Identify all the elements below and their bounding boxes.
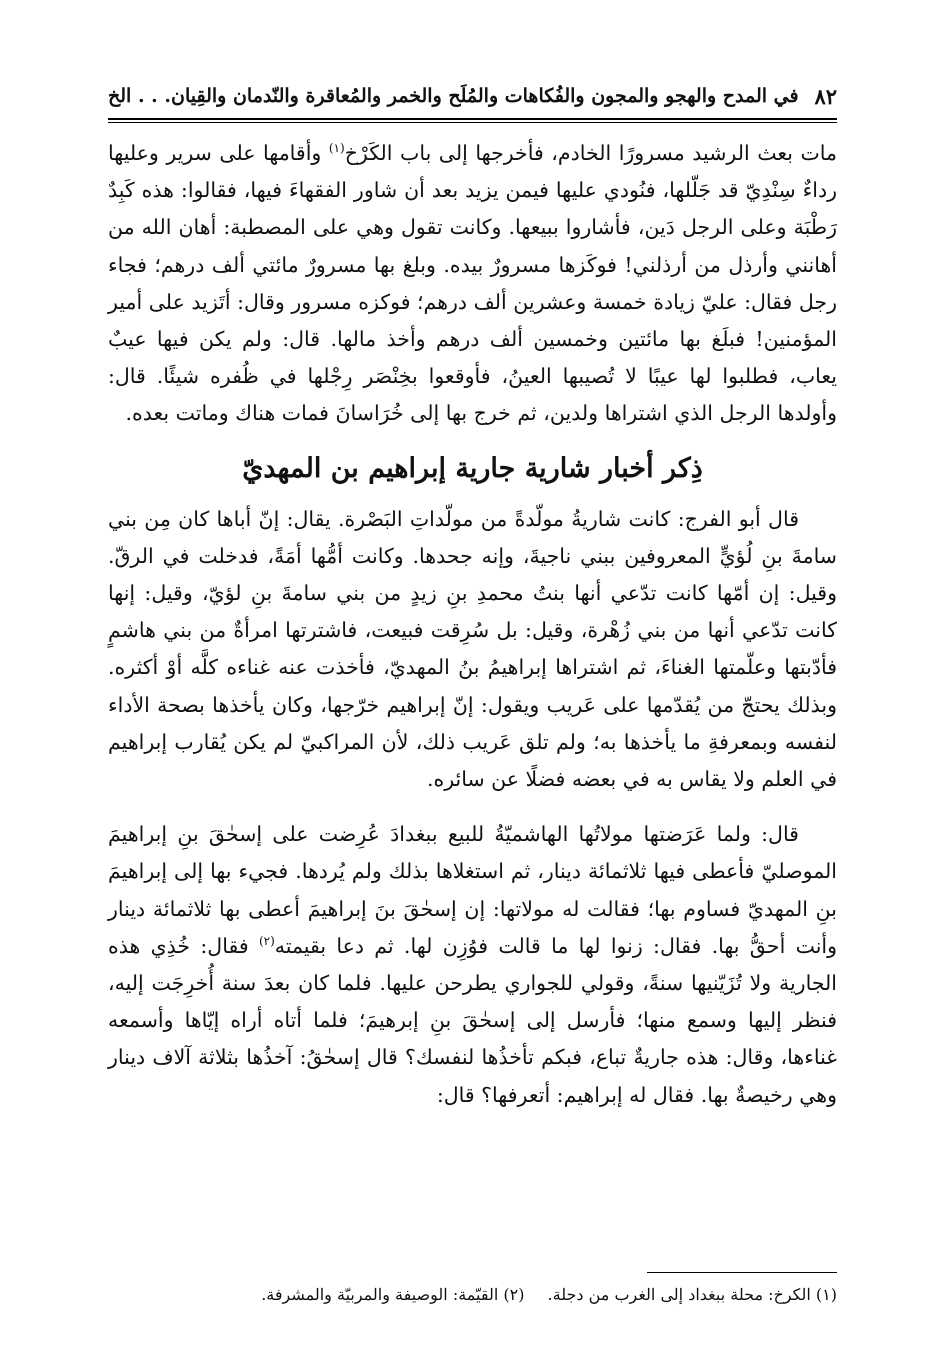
header-rule-thin	[108, 122, 837, 123]
main-text	[108, 135, 837, 1114]
paragraph-3-part-2: فقال: خُذِي هذه الجارية ولا تُزَيّنيها سنةً، وقولي للجواري يطرحن عليها. فلما كان بعدَ سنة أُخرِجَت إليه، فنظر إليها وسمع منها؛ فأرسل إلى إسحٰقَ بنِ إبرهيمَ؛ فلما أتاه أراه إيّاها وأسمعه غناءها، وقال: هذه جاريةٌ تباع، فبكم تأخذُها لنفسك؟ قال إسحٰقُ: آخذُها بثلاثة آلاف دينار وهي رخيصةٌ بها. فقال له إبراهيم: أتعرفها؟ قال:	[108, 933, 837, 1107]
running-header	[108, 78, 837, 114]
running-title: في المدح والهجو والمجون والفُكاهات والمُلَح والخمر والمُعاقرة والنّدمان والقِيان. . . الخ	[108, 85, 799, 107]
footnote-1: (١) الكرخ: محلة ببغداد إلى الغرب من دجلة.	[547, 1285, 837, 1304]
footnote-ref-1: (١)	[328, 141, 345, 156]
paragraph-2: قال أبو الفرج: كانت شاريةُ مولّدةً من مولّداتِ البَصْرة. يقال: إنّ أباها كان مِن بني سامةَ بنِ لُؤيٍّ المعروفين ببني ناجيةَ، وإنه جحدها. وكانت أمُّها أمَةً، فدخلت في الرقّ. وقيل: إن أمّها كانت تدّعي أنها بنتُ محمدِ بنِ زيدٍ من بني سامةَ بنِ لؤيّ، وقيل: إنها كانت تدّعي أنها من بني زُهْرة، وقيل: بل سُرِقت فبيعت، فاشترتها امرأةٌ من بني هاشمٍ فأدّبتها وعلّمتها الغناءَ، ثم اشتراها إبراهيمُ بنُ المهديّ، فأخذت عنه غناءه كلَّه أوْ أكثره. وبذلك يحتجّ من يُقدّمها على عَريب ويقول: إنّ إبراهيم خرّجها، وكان يأخذها بصحة الأداء لنفسه وبمعرفةِ ما يأخذها به؛ ولم تلق عَريب ذلك، لأن المراكبيّ لم يكن يُقارب إبراهيم في العلم ولا يقاس به في بعضه فضلًا عن سائره.	[108, 506, 837, 792]
section-heading: ذِكر أخبار شارية جارية إبراهيم بن المهديّ	[242, 452, 703, 484]
footnote-rule	[647, 1272, 837, 1273]
footnote-2: (٢) القيّمة: الوصيفة والمربيّة والمشرفة.	[261, 1285, 525, 1304]
paragraph-1-part-2: وأقامها على سرير وعليها رداءٌ سِنْدِيّ قد جَلّلها، فنُودي عليها فيمن يزيد بعد أن شاور الفقهاءَ فيها، فقالوا: هذه كَبِدٌ رَطْبَة وعلى الرجل دَين، فأشاروا ببيعها. وكانت تقول وهي على المصطبة: أهان الله من أهانني وأرذل من أرذلني! فوكَزها مسرورٌ بيده. وبلغ بها مسرورٌ مائتي ألف درهم؛ فجاء رجل فقال: عليّ زيادة خمسة وعشرين ألف درهم؛ فوكزه مسرور وقال: أتَزيد على أمير المؤمنين! فبلَغ بها مائتين وخمسين ألف درهم وأخذ مالها. قال: ولم يكن فيها عيبٌ يعاب، فطلبوا لها عيبًا لا تُصيبها العينُ، فأوقعوا بخِنْصَر رِجْلها في ظُفره شيئًا. قال: وأولدها الرجل الذي اشتراها ولدين، ثم خرج بها إلى خُرَاسانَ فمات هناك وماتت بعده.	[108, 141, 837, 426]
paragraph-3-part-1: قال: ولما عَرَضتها مولاتُها الهاشميّةُ للبيع ببغدادَ عُرِضت على إسحٰقَ بنِ إبراهيمَ الموصليّ فأعطى فيها ثلاثمائة دينار، ثم استغلاها بذلك ولم يُردها. فجيء بها إلى إبراهيمَ بنِ المهديّ فساوم بها؛ فقالت له مولاتها: إن إسحٰقَ بنَ إبراهيمَ أعطى بها ثلاثمائة دينار وأنت أحقُّ بها. فقال: زنوا لها ما قالت فوُزِن لها. ثم دعا بقيمته	[108, 822, 837, 958]
footnotes	[108, 1282, 837, 1308]
paragraph-1-part-1: مات بعث الرشيد مسرورًا الخادم، فأخرجها إلى باب الكَرْخ	[344, 141, 837, 165]
header-rule	[108, 118, 837, 120]
footnote-ref-2: (٢)	[258, 934, 275, 949]
paragraph-3	[108, 816, 837, 1114]
paragraph-1	[108, 135, 837, 433]
page-number: ٨٢	[814, 83, 837, 109]
